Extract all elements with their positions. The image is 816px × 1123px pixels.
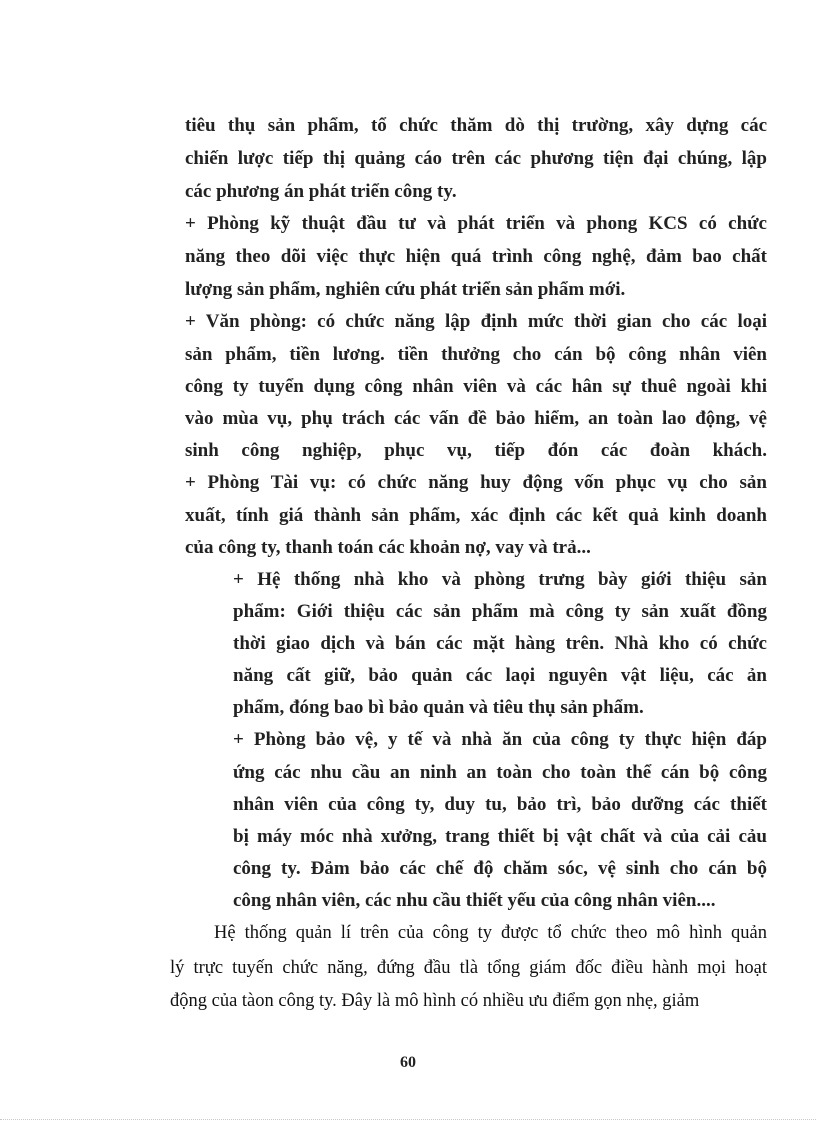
text-line: sản phẩm, tiền lương. tiền thưởng cho cán bộ công nhân viên	[185, 344, 767, 365]
text-line: chiến lược tiếp thị quảng cáo trên các phương tiện đại chúng, lập	[185, 148, 767, 169]
text-line: + Phòng Tài vụ: có chức năng huy động vốn phục vụ cho sản	[185, 472, 767, 493]
text-line: lượng sản phẩm, nghiên cứu phát triển sản phẩm mới.	[185, 279, 626, 300]
text-line: thời giao dịch và bán các mặt hàng trên. Nhà kho có chức	[233, 633, 767, 654]
text-line: phẩm, đóng bao bì bảo quản và tiêu thụ sản phẩm.	[233, 697, 644, 718]
text-line: ứng các nhu cầu an ninh an toàn cho toàn thể cán bộ công	[233, 762, 767, 783]
page-bottom-border	[0, 1119, 816, 1120]
text-line: công nhân viên, các nhu cầu thiết yếu của công nhân viên....	[233, 890, 716, 911]
text-line: lý trực tuyến chức năng, đứng đầu tlà tổng giám đốc điều hành mọi hoạt	[170, 958, 767, 978]
text-line: + Hệ thống nhà kho và phòng trưng bày giới thiệu sản	[233, 569, 767, 590]
text-line: phẩm: Giới thiệu các sản phẩm mà công ty sản xuất đồng	[233, 601, 767, 622]
text-line: động của tàon công ty. Đây là mô hình có nhiều ưu điểm gọn nhẹ, giảm	[170, 991, 700, 1011]
text-line: công ty. Đảm bảo các chế độ chăm sóc, vệ sinh cho cán bộ	[233, 858, 767, 879]
text-line: + Phòng bảo vệ, y tế và nhà ăn của công ty thực hiện đáp	[233, 729, 767, 750]
page-number: 60	[400, 1054, 416, 1071]
text-line: tiêu thụ sản phẩm, tổ chức thăm dò thị trường, xây dựng các	[185, 115, 767, 136]
text-line: + Văn phòng: có chức năng lập định mức thời gian cho các loại	[185, 311, 767, 332]
text-line: xuất, tính giá thành sản phẩm, xác định các kết quả kinh doanh	[185, 505, 767, 526]
text-line: bị máy móc nhà xưởng, trang thiết bị vật chất và của cải cảu	[233, 826, 767, 847]
text-line: Hệ thống quản lí trên của công ty được tổ chức theo mô hình quản	[214, 923, 767, 943]
text-line: + Phòng kỹ thuật đầu tư và phát triển và phong KCS có chức	[185, 213, 767, 234]
text-line: sinh công nghiệp, phục vụ, tiếp đón các đoàn khách.	[185, 440, 767, 461]
text-line: vào mùa vụ, phụ trách các vấn đề bảo hiểm, an toàn lao động, vệ	[185, 408, 767, 429]
text-line: công ty tuyển dụng công nhân viên và các hân sự thuê ngoài khi	[185, 376, 767, 397]
text-line: các phương án phát triển công ty.	[185, 181, 457, 202]
text-line: của công ty, thanh toán các khoản nợ, vay và trả...	[185, 537, 591, 558]
text-line: năng cất giữ, bảo quản các laọi nguyên vật liệu, các ản	[233, 665, 767, 686]
text-line: năng theo dõi việc thực hiện quá trình công nghệ, đảm bao chất	[185, 246, 767, 267]
text-line: nhân viên của công ty, duy tu, bảo trì, bảo dưỡng các thiết	[233, 794, 767, 815]
